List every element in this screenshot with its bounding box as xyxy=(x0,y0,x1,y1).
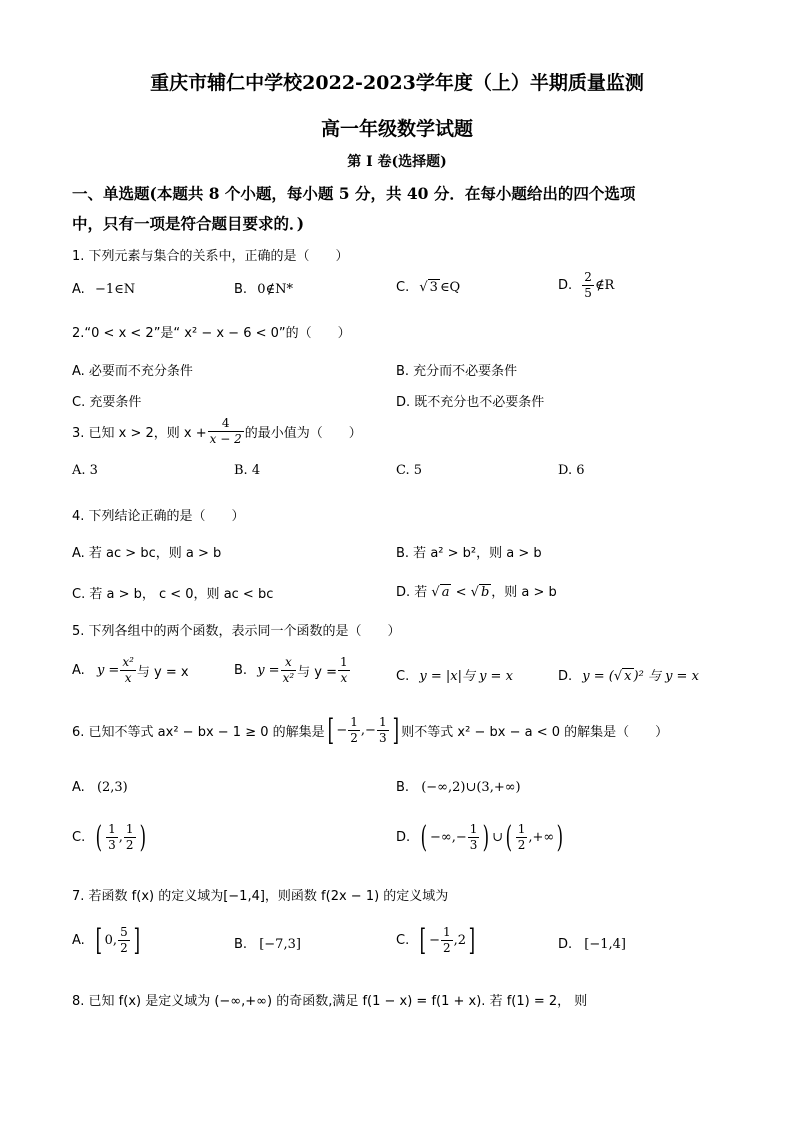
q1-option-b xyxy=(234,282,293,297)
fraction: $\frac{1}{2}$ xyxy=(125,822,134,852)
option-label: B. xyxy=(234,282,248,297)
lhs: y = xyxy=(257,663,280,678)
exam-subtitle: 高一年级数学试题 xyxy=(320,118,473,140)
fraction: $\frac{1}{3}$ xyxy=(378,715,387,745)
q3-option-b: B. 4 xyxy=(234,463,261,478)
paren-right: ) xyxy=(556,819,564,855)
sqrt-b: √ b xyxy=(470,585,490,600)
option-label: C. xyxy=(72,830,86,845)
option-label: D. xyxy=(558,669,573,684)
option-label: D. xyxy=(558,937,573,952)
q2-option-b: B. 充分而不必要条件 xyxy=(396,364,518,379)
interval-end: ,+∞ xyxy=(528,830,555,845)
option-text: −1∈N xyxy=(94,282,136,297)
stem-pre: 6. 已知不等式 ax² − bx − 1 ≥ 0 的解集是 xyxy=(72,725,325,740)
option-label: B. xyxy=(234,937,248,952)
section-heading-line1: 一、单选题(本题共 8 个小题，每小题 5 分，共 40 分．在每小题给出的四个选项 xyxy=(72,184,636,203)
q7-option-b xyxy=(234,937,301,952)
q5-option-d xyxy=(558,665,699,684)
q1-option-d xyxy=(558,270,614,301)
option-label: C. xyxy=(396,669,410,684)
stem-post: 则不等式 x² − bx − a < 0 的解集是（ ） xyxy=(401,725,669,740)
paren-right: ) xyxy=(139,819,146,855)
q7-option-a xyxy=(72,922,142,958)
stem-pre: 3. 已知 x > 2，则 x + xyxy=(72,426,207,441)
option-text: ∈Q xyxy=(439,280,461,295)
bracket-left: [ xyxy=(419,922,427,958)
lhs: y = xyxy=(96,663,120,678)
union: ∪ xyxy=(492,830,504,845)
option-label: B. xyxy=(396,780,410,795)
q4-option-c: C. 若 a > b， c < 0，则 ac < bc xyxy=(72,587,274,602)
paren-left: ( xyxy=(420,819,428,855)
question-7-stem: 7. 若函数 f(x) 的定义域为[−1,4]，则函数 f(2x − 1) 的定义域为 xyxy=(72,889,449,904)
option-label: D. xyxy=(396,830,411,845)
comma-minus: ,− xyxy=(360,723,376,738)
q6-option-c xyxy=(72,819,148,855)
sqrt-x: √ x xyxy=(613,669,632,684)
minus: − xyxy=(336,723,348,738)
bracket-right: ] xyxy=(392,712,399,748)
fraction: $\frac{1}{x}$ xyxy=(340,655,348,685)
q3-option-a: A. 3 xyxy=(72,463,98,478)
q4-option-d xyxy=(396,581,557,600)
option-text: (2,3) xyxy=(96,780,128,795)
q2-option-a: A. 必要而不充分条件 xyxy=(72,364,193,379)
q2-option-d: D. 既不充分也不必要条件 xyxy=(396,395,545,410)
q6-option-a xyxy=(72,780,128,795)
section-heading-line2: 中，只有一项是符合题目要求的．) xyxy=(72,214,305,233)
q6-option-d xyxy=(396,819,566,855)
interval-start: 0, xyxy=(104,933,118,948)
fraction: $\frac{1}{2}$ xyxy=(350,715,358,745)
option-label: A. xyxy=(72,780,85,795)
fraction: $\frac{4}{x - 2}$ xyxy=(209,416,242,446)
fraction: $\frac{x}{\text{x²}}$ xyxy=(282,655,295,685)
fraction: $\frac{1}{3}$ xyxy=(469,822,478,852)
q3-option-d: D. 6 xyxy=(558,463,585,478)
option-label: D. xyxy=(558,278,573,293)
option-label: A. xyxy=(72,282,85,297)
less-than: < xyxy=(455,585,467,600)
bracket-right: ] xyxy=(133,922,140,958)
option-label: C. xyxy=(396,280,410,295)
q2-option-c: C. 充要条件 xyxy=(72,395,142,410)
interval-start: −∞,− xyxy=(430,830,467,845)
q3-option-c: C. 5 xyxy=(396,463,423,478)
q7-option-d xyxy=(558,937,626,952)
question-4-stem: 4. 下列结论正确的是（ ） xyxy=(72,509,245,524)
option-label: A. xyxy=(72,663,85,678)
paren-right: ) xyxy=(483,819,490,855)
minus: − xyxy=(429,933,440,948)
comma: , xyxy=(118,830,123,845)
fraction: $\frac{\text{x²}}{x}$ xyxy=(122,655,134,685)
q5-option-a xyxy=(72,655,189,686)
paren-left: ( xyxy=(95,819,103,855)
sqrt-expression: √ 3 xyxy=(419,280,438,295)
paren-left: ( xyxy=(505,819,513,855)
rhs: 与 y = x xyxy=(136,665,189,680)
q5-option-b xyxy=(234,655,351,686)
option-text: 0∉N* xyxy=(257,282,293,297)
question-3-stem xyxy=(72,416,362,447)
question-8-stem: 8. 已知 f(x) 是定义域为 (−∞,+∞) 的奇函数,满足 f(1 − x) = f(1 + x). 若 f(1) = 2， 则 xyxy=(72,994,588,1009)
interval-end: ,2 xyxy=(453,933,467,948)
q1-option-a xyxy=(72,282,135,297)
question-5-stem: 5. 下列各组中的两个函数，表示同一个函数的是（ ） xyxy=(72,624,401,639)
option-text: [−1,4] xyxy=(584,937,627,952)
volume-heading: 第 I 卷(选择题) xyxy=(347,154,447,170)
q5-option-c xyxy=(396,665,513,684)
bracket-right: ] xyxy=(468,922,476,958)
lhs: y = ( xyxy=(582,669,614,684)
q1-option-c xyxy=(396,280,460,295)
option-text: ∉R xyxy=(594,278,615,293)
question-6-stem xyxy=(72,712,669,748)
option-label: C. xyxy=(396,933,410,948)
bracket-left: [ xyxy=(95,922,103,958)
q7-option-c xyxy=(396,922,478,958)
exam-title: 重庆市辅仁中学校2022-2023学年度（上）半期质量监测 xyxy=(150,72,644,94)
fraction: $\frac{1}{2}$ xyxy=(517,822,526,852)
stem-post: 的最小值为（ ） xyxy=(244,426,362,441)
sqrt-a: √ a xyxy=(431,585,450,600)
q6-option-b xyxy=(396,780,521,795)
option-text: y = |x|与 y = x xyxy=(419,669,513,684)
bracket-left: [ xyxy=(327,712,334,748)
option-text: [−7,3] xyxy=(259,937,301,952)
q4-option-b: B. 若 a² > b²，则 a > b xyxy=(396,546,542,561)
option-suffix: ，则 a > b xyxy=(491,585,557,600)
option-label: B. xyxy=(234,663,248,678)
option-prefix: D. 若 xyxy=(396,585,428,600)
question-2-stem: 2.“0 < x < 2”是“ x² − x − 6 < 0”的（ ） xyxy=(72,326,351,341)
rhs: )² 与 y = x xyxy=(633,669,699,684)
q4-option-a: A. 若 ac > bc，则 a > b xyxy=(72,546,222,561)
fraction: $\frac{2}{5}$ xyxy=(584,270,592,300)
fraction: $\frac{5}{2}$ xyxy=(120,925,128,955)
fraction: $\frac{1}{3}$ xyxy=(108,822,116,852)
fraction: $\frac{1}{2}$ xyxy=(442,925,451,955)
question-1-stem: 1. 下列元素与集合的关系中，正确的是（ ） xyxy=(72,249,349,264)
option-label: A. xyxy=(72,933,85,948)
mid: 与 y = xyxy=(297,665,338,680)
option-text: (−∞,2)∪(3,+∞) xyxy=(421,780,521,795)
